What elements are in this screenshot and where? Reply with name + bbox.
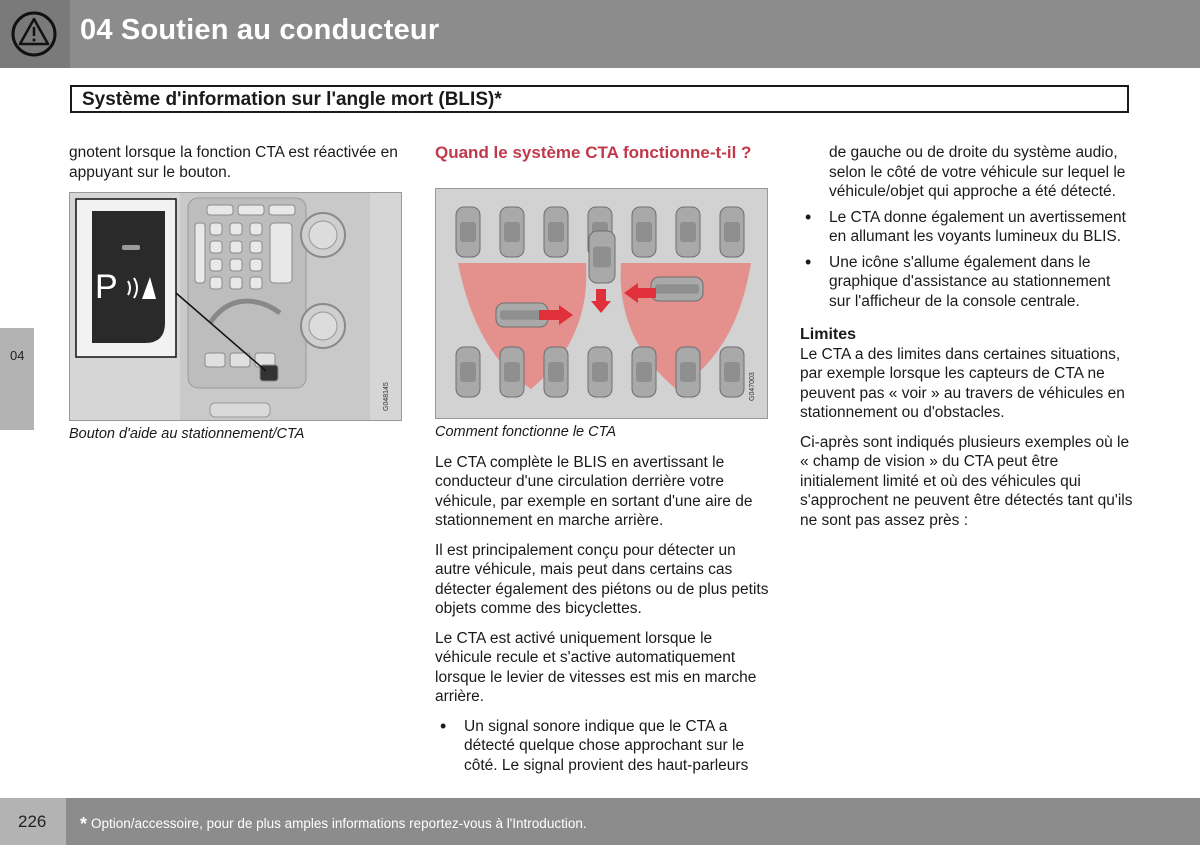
footnote-asterisk: * (80, 814, 88, 834)
bullet-item: • Le CTA donne également un avertissement en allumant les voyants lumineux du BLIS. (800, 208, 1135, 247)
chapter-title: 04 Soutien au conducteur (80, 14, 440, 46)
chapter-header (0, 0, 1200, 68)
footnote-text: Option/accessoire, pour de plus amples informations reportez-vous à l'Introduction. (91, 816, 587, 831)
figure-code: G047003 (749, 372, 756, 401)
chapter-tab-label: 04 (10, 348, 25, 363)
intro-text: gnotent lorsque la fonction CTA est réactivée en appuyant sur le bouton. (69, 144, 398, 181)
bullet-item: • Une icône s'allume également dans le graphique d'assistance au stationnement sur l'afficheur de la console centrale. (800, 253, 1135, 312)
column-3 (800, 143, 1135, 540)
column-1 (69, 143, 399, 192)
limits-heading: Limites (800, 326, 857, 343)
paragraph: Le CTA complète le BLIS en avertissant le conducteur d'une circulation derrière votre véhicule, par exemple en sortant d'une aire de stationnement en marche arrière. (435, 453, 753, 529)
continuation-text: de gauche ou de droite du système audio, selon le côté de votre véhicule sur lequel le véhicule/objet qui approche a été détecté. (829, 144, 1126, 200)
paragraph: Ci-après sont indiqués plusieurs exemples où le « champ de vision » du CTA peut être initialement limité et où des véhicules qui s'approchent ne peuvent être détectés tant qu'ils ne sont pas assez près : (800, 433, 1133, 529)
section-title: Système d'information sur l'angle mort (BLIS)* (70, 85, 1129, 113)
cta-diagram-figure (435, 188, 768, 419)
figure-code: G048145 (383, 382, 390, 411)
page-footer (0, 798, 1200, 845)
paragraph: Il est principalement conçu pour détecter un autre véhicule, mais peut dans certains cas détecter également des piétons ou de plus petits objets comme des bicyclettes. (435, 541, 769, 617)
page-number-box (0, 798, 66, 845)
paragraph: Le CTA est activé uniquement lorsque le véhicule recule et s'active automatiquement lorsque le levier de vitesses est mis en marche arrière. (435, 629, 757, 705)
column-2-heading (435, 143, 765, 163)
page-number: 226 (18, 812, 47, 831)
bullet-list (435, 717, 770, 776)
paragraph: Le CTA a des limites dans certaines situations, par exemple lorsque les capteurs de CTA ne peuvent pas « voir » au travers de véhicules en stationnement ou d'obstacles. (800, 345, 1125, 421)
diagram-caption: Comment fonctionne le CTA (435, 424, 617, 440)
bullet-list (800, 208, 1135, 312)
chapter-tab (0, 328, 34, 430)
column-2-body (435, 423, 770, 785)
footnote (80, 814, 587, 835)
parking-button-figure (69, 192, 402, 421)
parking-button-symbol: P (95, 268, 118, 306)
figure-caption: Bouton d'aide au stationnement/CTA (69, 426, 305, 442)
bullet-item: • Un signal sonore indique que le CTA a détecté quelque chose approchant sur le côté. Le signal provient des haut-parleurs (435, 717, 770, 776)
cta-heading: Quand le système CTA fonctionne-t-il ? (435, 143, 752, 162)
warning-triangle-icon (0, 0, 70, 68)
